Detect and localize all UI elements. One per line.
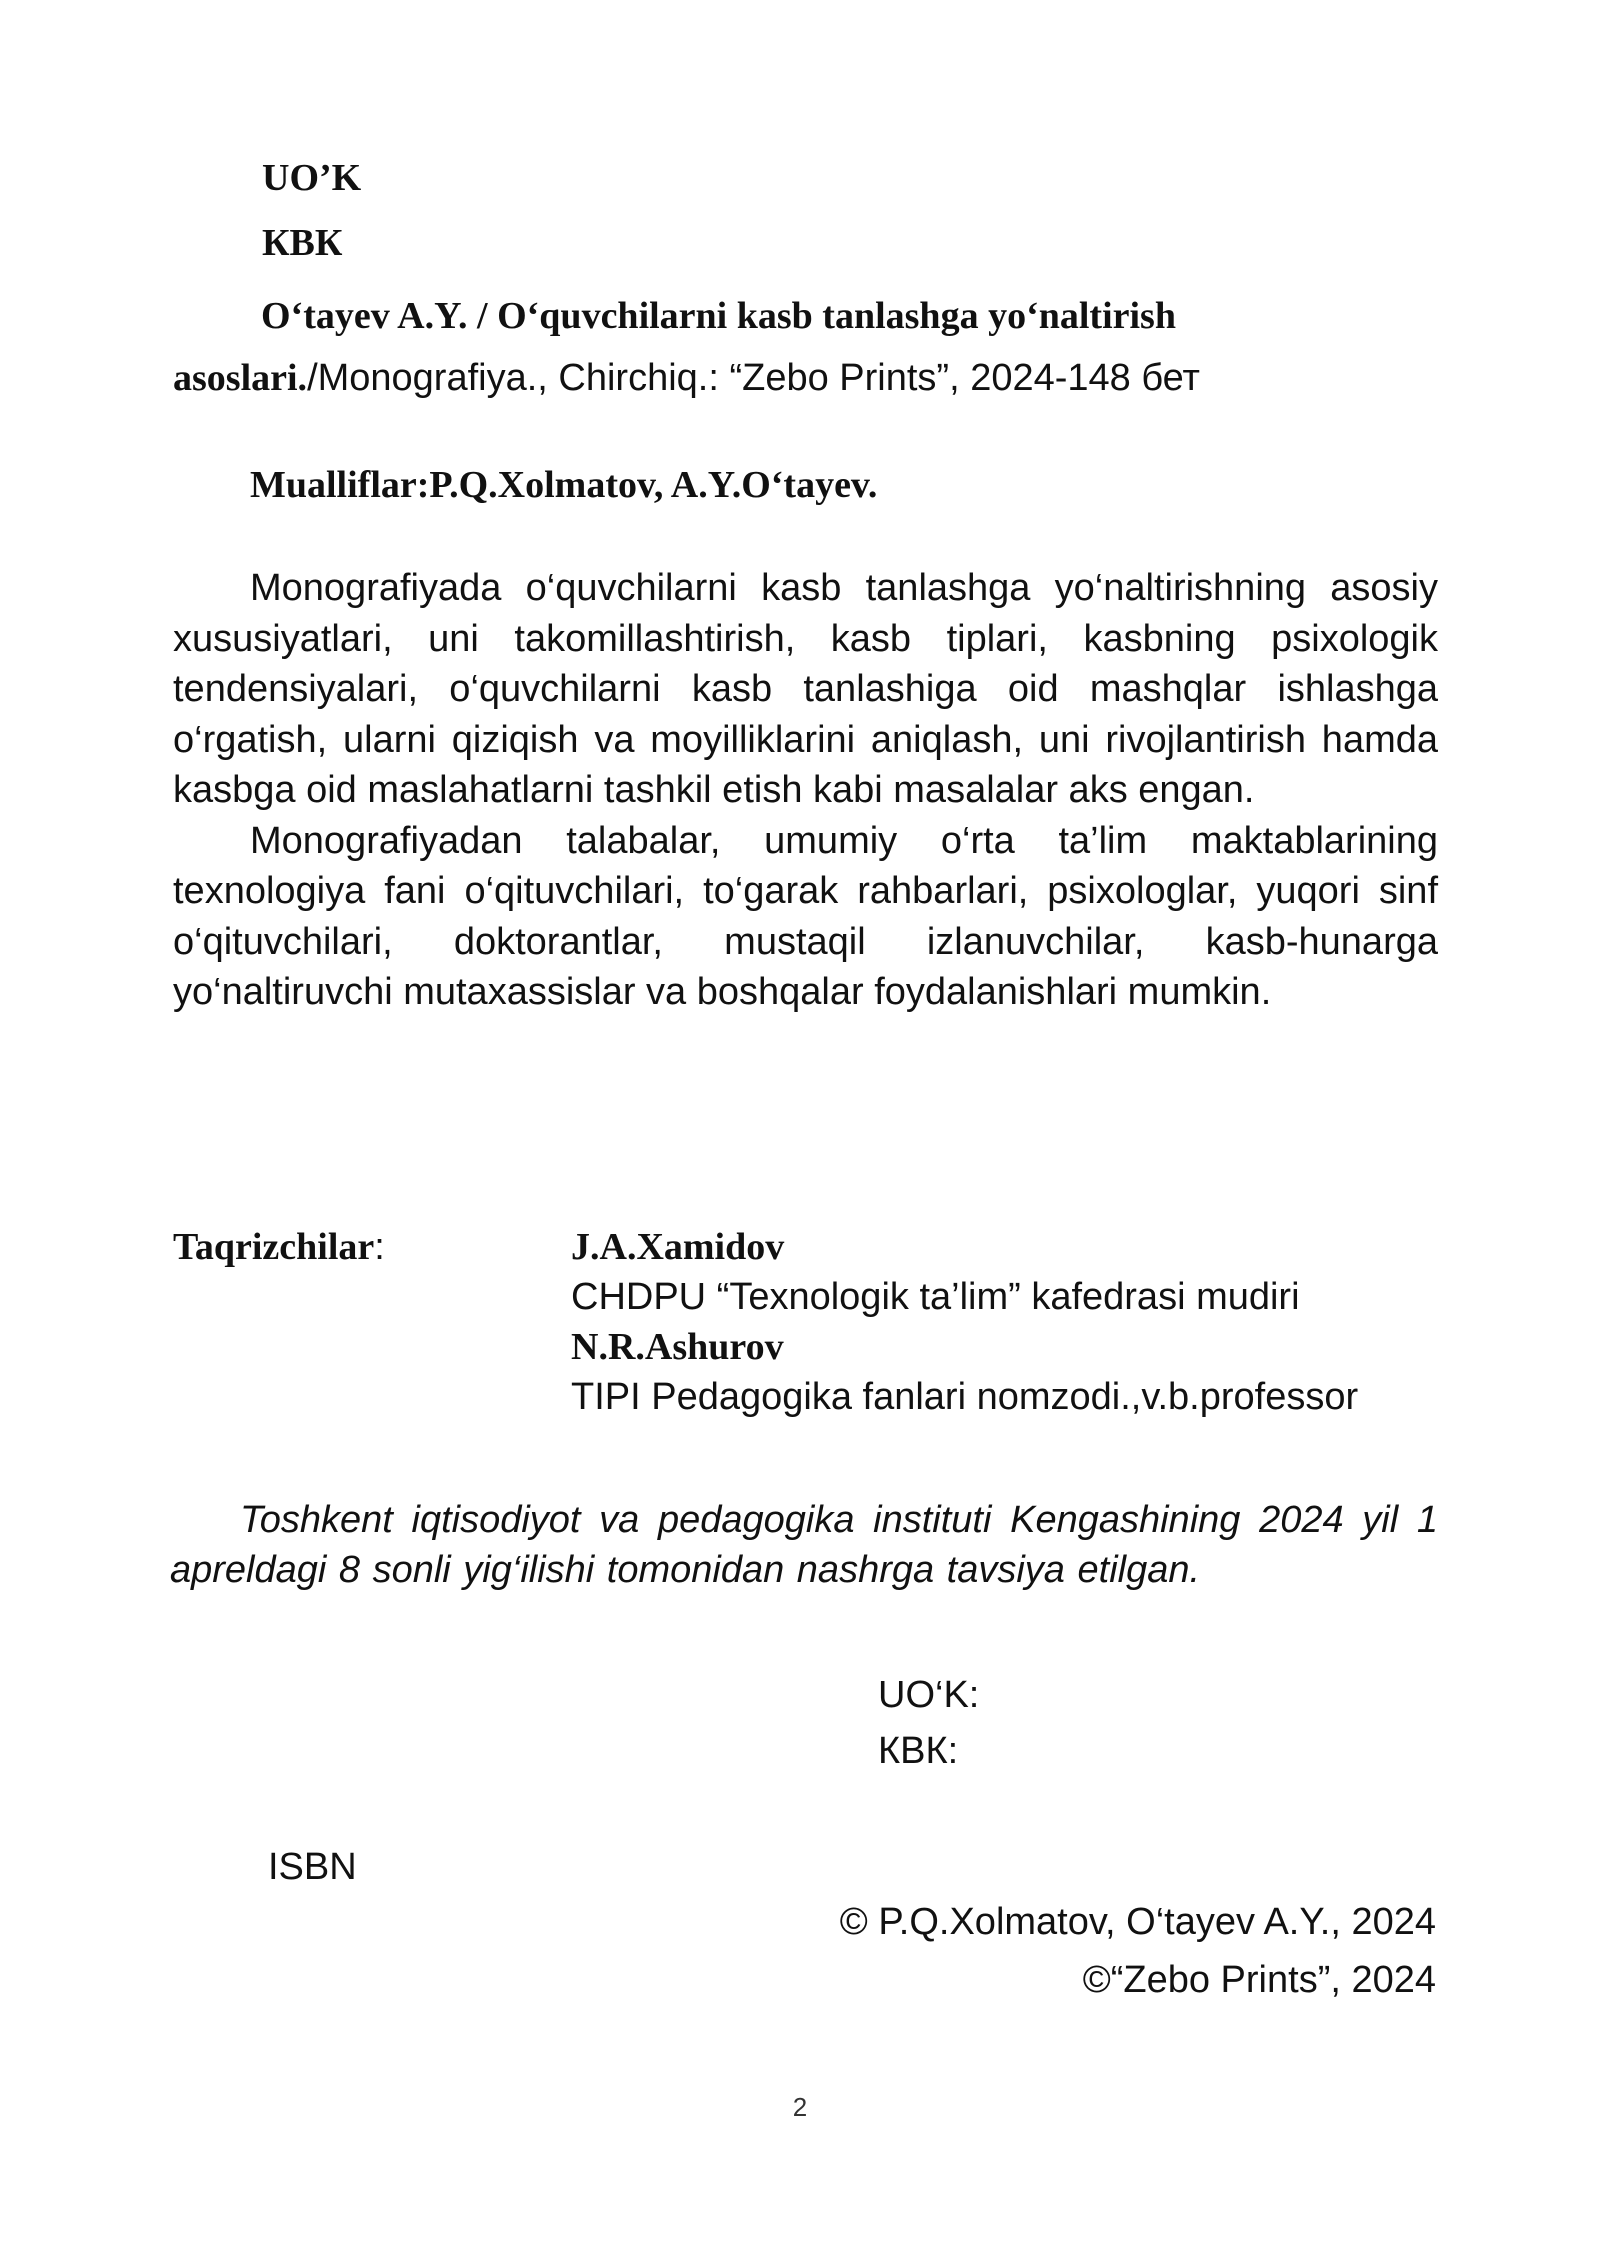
isbn-label: ISBN: [268, 1846, 357, 1888]
bbk-code: КВК:: [878, 1730, 959, 1772]
abstract-paragraph-2: Monografiyadan talabalar, umumiy o‘rta ta’lim maktablarining texnologiya fani o‘qituvchilari, to‘garak rahbarlari, psixologlar, yuqori sinf o‘qituvchilari, doktorantlar, mustaqil izlanuvchilar, kasb-hunarga yo‘naltiruvchi mutaxassislar va boshqalar foydalanishlari mumkin.: [173, 819, 1438, 1013]
abstract: [173, 563, 1438, 1018]
reviewer-position: CHDPU “Texnologik ta’lim” kafedrasi mudiri: [571, 1276, 1300, 1318]
reviewer-position: TIPI Pedagogika fanlari nomzodi.,v.b.professor: [571, 1376, 1359, 1418]
bbk-label: КВК: [262, 222, 343, 264]
page-number: 2: [792, 2092, 808, 2122]
reviewer-name: N.R.Ashurov: [571, 1326, 784, 1368]
citation-title-line2: asoslari.: [173, 357, 308, 399]
citation-title-line1: O‘tayev A.Y. / O‘quvchilarni kasb tanlashga yo‘naltirish: [261, 295, 1176, 337]
udk-code: UO‘K:: [878, 1674, 980, 1716]
recommendation-note: [170, 1495, 1438, 1595]
authors-line: Mualliflar:P.Q.Xolmatov, A.Y.O‘tayev.: [250, 464, 878, 506]
abstract-paragraph-1: Monografiyada o‘quvchilarni kasb tanlashga yo‘naltirishning asosiy xususiyatlari, uni takomillashtirish, kasb tiplari, kasbning psixologik tendensiyalari, o‘quvchilarni kasb tanlashiga oid mashqlar ishlashga o‘rgatish, ularni qiziqish va moyilliklarini aniqlash, uni rivojlantirish hamda kasbga oid maslahatlarni tashkil etish kabi masalalar aks engan.: [173, 567, 1438, 811]
reviewers-list: [571, 1222, 1441, 1422]
copyright-publisher: ©“Zebo Prints”, 2024: [1082, 1959, 1436, 2001]
copyright-authors: © P.Q.Xolmatov, O‘tayev A.Y., 2024: [839, 1901, 1436, 1943]
citation-details: /Monografiya., Chirchiq.: “Zebo Prints”, 2024-148 бет: [307, 357, 1200, 399]
citation-block: [173, 285, 1438, 409]
reviewers-label: Taqrizchilar:: [173, 1226, 385, 1268]
recommendation-text: Toshkent iqtisodiyot va pedagogika instituti Kengashining 2024 yil 1 apreldagi 8 sonli yig‘ilishi tomonidan nashrga tavsiya etilgan.: [170, 1499, 1438, 1591]
reviewer-name: J.A.Xamidov: [571, 1226, 785, 1268]
udk-label: UO’K: [262, 157, 362, 199]
